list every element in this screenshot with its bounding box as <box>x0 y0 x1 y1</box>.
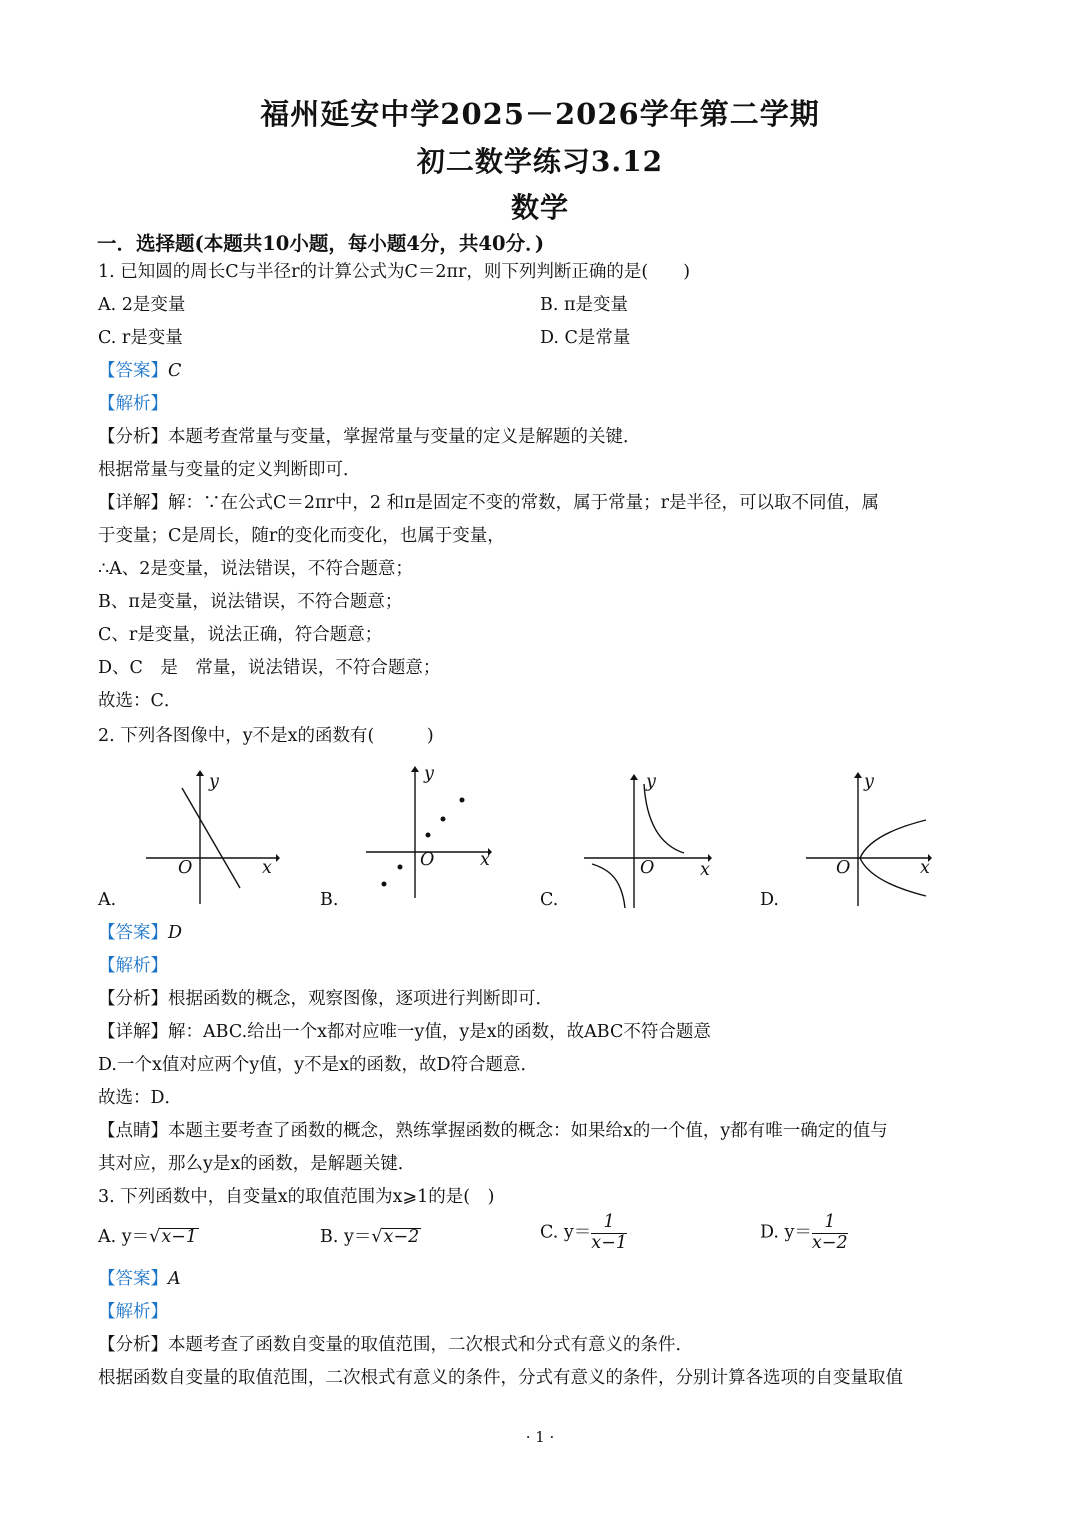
q3-option-a <box>98 1228 199 1247</box>
q1-detail-line-5: C、r是变量，说法正确，符合题意； <box>98 625 383 645</box>
fraction-denominator: x−1 <box>591 1232 627 1253</box>
q2-dianjing-text-1: 本题主要考查了函数的概念，熟练掌握函数的概念：如果给x的一个值，y都有唯一确定的值与 <box>168 1121 888 1141</box>
graph-d-y-label: y <box>864 772 874 792</box>
graph-b-point <box>460 798 465 803</box>
fraction-numerator: 1 <box>812 1214 848 1234</box>
graph-b-point <box>398 865 403 870</box>
q3-answer: A <box>168 1269 181 1289</box>
q1-answer: C <box>168 361 182 381</box>
graph-c-y-label: y <box>646 772 656 792</box>
graph-d-y-arrow <box>854 772 862 778</box>
q2-dianjing-line-2: 其对应，那么y是x的函数，是解题关键． <box>98 1154 416 1174</box>
sqrt-sign: √ <box>149 1227 161 1247</box>
graph-b-point <box>426 833 431 838</box>
q2-answer-line <box>98 925 182 943</box>
q1-detail-line-3: ∴A、2是变量，说法错误，不符合题意； <box>98 559 413 579</box>
q3-option-d-fraction <box>812 1214 848 1252</box>
q3-option-d <box>760 1214 848 1252</box>
q3-fenxi-line <box>98 1337 693 1355</box>
sqrt-sign: √ <box>371 1227 383 1247</box>
subject-title: 数学 <box>510 191 569 224</box>
q1-answer-line <box>98 363 181 381</box>
q3-option-b-prefix: B. y＝ <box>320 1227 372 1247</box>
graph-b-y-arrow <box>411 766 419 772</box>
fraction-denominator: x−2 <box>811 1232 848 1253</box>
graph-b-label: B. <box>320 890 339 910</box>
graph-c-curve-left <box>592 864 625 908</box>
q1-detail-line-1 <box>98 495 879 513</box>
q2-analysis-tag: 【解析】 <box>98 956 168 976</box>
school-title: 福州延安中学2025－2026学年第二学期 <box>260 97 820 131</box>
q2-detail-text-1: 解：ABC.给出一个x都对应唯一y值，y是x的函数，故ABC不符合题意 <box>168 1022 711 1042</box>
detail-tag: 【详解】 <box>98 493 168 513</box>
q1-detail-line-7: 故选：C． <box>98 691 182 711</box>
answer-tag: 【答案】 <box>98 361 168 381</box>
q3-option-c <box>540 1214 627 1252</box>
q3-option-c-fraction <box>591 1214 627 1252</box>
fenxi-tag: 【分析】 <box>98 1335 168 1355</box>
answer-tag: 【答案】 <box>98 923 168 943</box>
graph-b-point <box>441 817 446 822</box>
graph-d-origin: O <box>836 858 851 878</box>
q2-detail-line-3: 故选：D． <box>98 1088 183 1108</box>
graph-a-y-arrow <box>196 770 204 776</box>
q3-option-a-radicand: x−1 <box>161 1227 197 1247</box>
q2-answer: D <box>168 923 183 943</box>
dianjing-tag: 【点睛】 <box>98 1121 168 1141</box>
q1-detail-line-2: 于变量；C是周长，随r的变化而变化，也属于变量， <box>98 526 505 546</box>
q2-detail-line-1 <box>98 1024 711 1042</box>
q1-option-c: C. r是变量 <box>98 328 183 348</box>
graph-b-y-label: y <box>424 764 434 784</box>
q1-option-a: A. 2是变量 <box>98 295 186 315</box>
q1-stem: 1. 已知圆的周长C与半径r的计算公式为C＝2πr，则下列判断正确的是( ) <box>98 262 691 282</box>
q3-option-c-prefix: C. y＝ <box>540 1222 592 1243</box>
q1-detail-line-4: B、π是变量，说法错误，不符合题意； <box>98 592 403 612</box>
fenxi-tag: 【分析】 <box>98 989 168 1009</box>
graph-b-point <box>382 882 387 887</box>
q3-option-b <box>320 1228 421 1247</box>
section-heading: 一．选择题(本题共10小题，每小题4分，共40分．) <box>97 232 545 255</box>
graph-a-origin: O <box>178 858 193 878</box>
fenxi-tag: 【分析】 <box>98 427 168 447</box>
q3-option-b-radicand: x−2 <box>383 1227 420 1247</box>
q1-option-b: B. π是变量 <box>540 295 628 315</box>
graph-a-x-arrow <box>276 854 280 862</box>
graph-c-y-arrow <box>630 774 638 780</box>
q1-analysis-tag: 【解析】 <box>98 394 168 414</box>
q2-fenxi-line <box>98 991 553 1009</box>
q3-analysis-tag: 【解析】 <box>98 1302 168 1322</box>
q2-detail-line-2: D.一个x值对应两个y值，y不是x的函数，故D符合题意． <box>98 1055 539 1075</box>
detail-tag: 【详解】 <box>98 1022 168 1042</box>
q3-option-a-prefix: A. y＝ <box>98 1227 150 1247</box>
graph-a-y-label: y <box>209 772 219 792</box>
q2-dianjing-line-1 <box>98 1123 888 1141</box>
q3-stem: 3. 下列函数中，自变量x的取值范围为x⩾1的是( ) <box>98 1187 495 1207</box>
q1-fenxi2: 根据常量与变量的定义判断即可． <box>98 460 361 480</box>
graph-c-curve-right <box>644 784 684 853</box>
graph-a-label: A. <box>98 890 117 910</box>
q3-answer-line <box>98 1271 181 1289</box>
graph-c <box>580 772 720 912</box>
graph-b-x-label: x <box>480 850 490 870</box>
q1-fenxi-line <box>98 429 641 447</box>
answer-tag: 【答案】 <box>98 1269 168 1289</box>
q1-option-d: D. C是常量 <box>540 328 631 348</box>
graph-c-label: C. <box>540 890 559 910</box>
graph-c-x-label: x <box>700 860 710 880</box>
graph-d-x-label: x <box>920 858 930 878</box>
graph-d-label: D. <box>760 890 779 910</box>
graph-c-origin: O <box>640 858 655 878</box>
graph-a-x-label: x <box>262 858 272 878</box>
graph-b-origin: O <box>420 850 435 870</box>
q3-option-d-prefix: D. y＝ <box>760 1222 812 1243</box>
q1-detail-text-1: 解：∵在公式C＝2πr中，2 和π是固定不变的常数，属于常量；r是半径，可以取不同值，属 <box>168 493 879 513</box>
page-number: · 1 · <box>525 1428 555 1446</box>
q2-stem: 2. 下列各图像中，y不是x的函数有( ) <box>98 726 434 746</box>
q2-fenxi: 根据函数的概念，观察图像，逐项进行判断即可． <box>168 989 553 1009</box>
q3-fenxi2: 根据函数自变量的取值范围，二次根式有意义的条件，分式有意义的条件，分别计算各选项的自变量取值 <box>98 1368 903 1388</box>
q1-fenxi: 本题考查常量与变量，掌握常量与变量的定义是解题的关键． <box>168 427 641 447</box>
q3-fenxi: 本题考查了函数自变量的取值范围，二次根式和分式有意义的条件． <box>168 1335 693 1355</box>
q1-detail-line-6: D、C 是 常量，说法错误，不符合题意； <box>98 658 441 678</box>
exercise-title: 初二数学练习3.12 <box>416 145 664 178</box>
fraction-numerator: 1 <box>591 1214 627 1234</box>
